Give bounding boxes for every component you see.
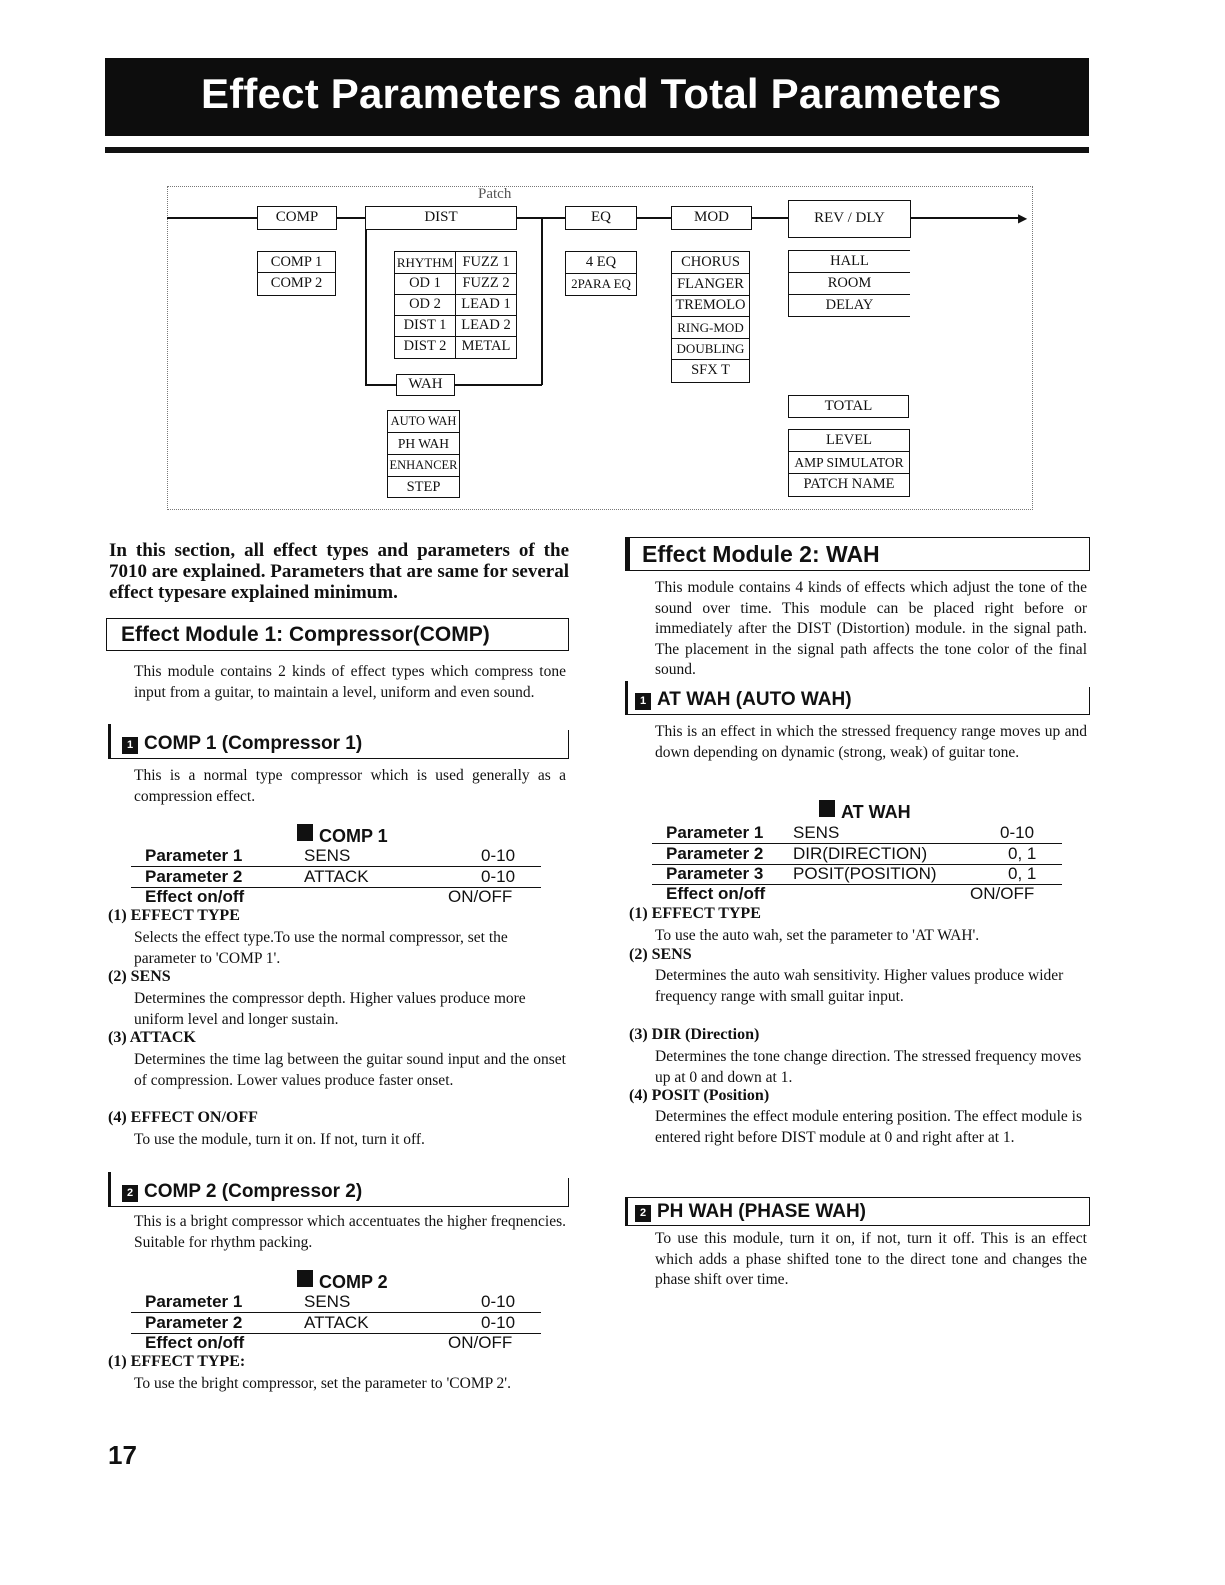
comp2-description: This is a bright compressor which accentuates the higher freqnencies. Suitable for rhythm packing. xyxy=(134,1213,566,1251)
item-heading: (1) EFFECT TYPE: xyxy=(108,1353,246,1370)
list-item: ENHANCER xyxy=(388,455,459,477)
item-heading: (1) EFFECT TYPE xyxy=(629,905,761,922)
module-wah: WAH xyxy=(396,374,455,396)
wah-loop-line xyxy=(365,384,396,386)
rev-list xyxy=(788,250,910,317)
item-heading: (4) POSIT (Position) xyxy=(629,1087,770,1104)
comp1-table-title: COMP 1 xyxy=(297,824,388,847)
list-item: RHYTHM xyxy=(395,252,455,274)
number-badge: 1 xyxy=(122,737,138,754)
list-item: FUZZ 2 xyxy=(456,273,516,295)
list-item: STEP xyxy=(406,479,441,495)
dist-list xyxy=(394,251,517,359)
eq-list xyxy=(565,251,637,296)
phwah-heading xyxy=(625,1197,1090,1226)
signal-line xyxy=(167,217,257,219)
list-item: DIST 1 xyxy=(395,315,455,337)
signal-line xyxy=(336,217,365,219)
item-body: To use the module, turn it on. If not, turn it off. xyxy=(134,1131,425,1148)
wah-list xyxy=(387,410,460,498)
patch-label: Patch xyxy=(478,186,512,202)
item-heading: (3) ATTACK xyxy=(108,1029,196,1046)
module-total: TOTAL xyxy=(788,395,909,418)
comp2-heading-text: COMP 2 (Compressor 2) xyxy=(144,1181,363,1202)
module1-description: This module contains 2 kinds of effect types which compress tone input from a guitar, to maintain a level, uniform and even sound. xyxy=(134,663,566,701)
list-item: LEVEL xyxy=(789,430,909,452)
atwah-description: This is an effect in which the stressed frequency range moves up and down depending on dynamic (strong, weak) of guitar tone. xyxy=(655,723,1087,761)
item-body: Determines the time lag between the guitar sound input and the onset of compression. Lower values produce faster onset. xyxy=(134,1051,566,1089)
module-dist: DIST xyxy=(365,206,517,230)
item-body: Selects the effect type.To use the normal compressor, set the parameter to 'COMP 1'. xyxy=(134,929,508,967)
module1-heading xyxy=(106,618,569,651)
param-row: Parameter 1 SENS 0-10 xyxy=(652,823,1062,844)
list-item: FLANGER xyxy=(672,274,749,296)
list-item: ROOM xyxy=(789,273,910,295)
list-item: AMP SIMULATOR xyxy=(789,452,909,474)
signal-line xyxy=(911,217,1023,219)
item-heading: (2) SENS xyxy=(629,946,692,963)
module-mod: MOD xyxy=(671,206,752,230)
param-row: Effect on/off ON/OFF xyxy=(145,1333,513,1352)
atwah-heading xyxy=(625,687,1090,715)
square-icon xyxy=(297,824,313,841)
comp1-heading-text: COMP 1 (Compressor 1) xyxy=(144,733,363,754)
param-row: Parameter 2 ATTACK 0-10 xyxy=(131,1313,541,1334)
list-item: 2PARA EQ xyxy=(571,276,631,291)
list-item: OD 2 xyxy=(395,294,455,316)
param-row: Effect on/off ON/OFF xyxy=(145,887,513,906)
mod-list xyxy=(671,251,750,383)
module2-description: This module contains 4 kinds of effects which adjust the tone of the sound over time. This module can be placed right before or immediately after the DIST (Distortion) module. in the signal path. The placement in the signal path affects the tone color of the final sound. xyxy=(655,579,1087,679)
list-item: HALL xyxy=(789,251,910,273)
comp1-heading xyxy=(108,730,569,759)
module-rev-dly: REV / DLY xyxy=(788,200,911,238)
intro-paragraph: In this section, all effect types and parameters of the 7010 are explained. Parameters that are same for several effect typesare explained minimum. xyxy=(109,540,569,603)
wah-loop-line xyxy=(541,217,543,385)
list-item: METAL xyxy=(461,338,511,354)
number-badge: 2 xyxy=(122,1185,138,1202)
phwah-heading-text: PH WAH (PHASE WAH) xyxy=(657,1201,866,1222)
param-row: Effect on/off ON/OFF xyxy=(666,884,1035,903)
list-item: PATCH NAME xyxy=(803,476,895,492)
module2-heading-text: Effect Module 2: WAH xyxy=(642,541,880,567)
item-heading: (4) EFFECT ON/OFF xyxy=(108,1109,258,1126)
item-body: To use the bright compressor, set the parameter to 'COMP 2'. xyxy=(134,1375,511,1392)
item-heading: (3) DIR (Direction) xyxy=(629,1026,760,1043)
number-badge: 2 xyxy=(635,1205,651,1222)
wah-loop-line xyxy=(365,217,367,385)
list-item: COMP 2 xyxy=(270,275,323,291)
atwah-table-title: AT WAH xyxy=(819,800,911,823)
item-heading: (1) EFFECT TYPE xyxy=(108,907,240,924)
page-title: Effect Parameters and Total Parameters xyxy=(201,70,1002,117)
param-row: Parameter 1 SENS 0-10 xyxy=(131,846,541,867)
page-title-banner xyxy=(105,58,1089,136)
list-item: OD 1 xyxy=(395,273,455,295)
comp-list xyxy=(257,251,336,296)
signal-line xyxy=(752,217,788,219)
module-comp: COMP xyxy=(257,206,337,230)
title-rule xyxy=(105,147,1089,153)
module2-heading xyxy=(625,537,1090,571)
total-list xyxy=(788,429,910,497)
wah-loop-line xyxy=(455,384,542,386)
param-row: Parameter 2 ATTACK 0-10 xyxy=(131,867,541,888)
list-item: DIST 2 xyxy=(403,338,447,354)
number-badge: 1 xyxy=(635,693,651,710)
list-item: LEAD 1 xyxy=(456,294,516,316)
arrow-right-icon: ▶ xyxy=(1018,211,1028,225)
param-row: Parameter 2 DIR(DIRECTION) 0, 1 xyxy=(652,844,1062,865)
item-heading: (2) SENS xyxy=(108,968,171,985)
list-item: SFX T xyxy=(691,361,730,378)
signal-line xyxy=(637,217,671,219)
item-body: To use the auto wah, set the parameter to 'AT WAH'. xyxy=(655,927,980,944)
list-item: RING-MOD xyxy=(672,317,749,339)
module1-heading-text: Effect Module 1: Compressor(COMP) xyxy=(121,623,490,646)
list-item: DOUBLING xyxy=(672,338,749,360)
item-body: Determines the tone change direction. The stressed frequency moves up at 0 and down at 1. xyxy=(655,1048,1082,1086)
item-body: Determines the auto wah sensitivity. Higher values produce wider frequency range with small guitar input. xyxy=(655,967,1064,1005)
list-item: 4 EQ xyxy=(566,252,636,274)
comp1-description: This is a normal type compressor which is used generally as a compression effect. xyxy=(134,767,566,805)
item-body: Determines the effect module entering position. The effect module is entered right before DIST module at 0 and right after at 1. xyxy=(655,1108,1082,1146)
comp2-heading xyxy=(108,1178,569,1207)
atwah-heading-text: AT WAH (AUTO WAH) xyxy=(657,689,852,710)
list-item: DELAY xyxy=(825,297,874,313)
module-eq: EQ xyxy=(565,206,637,230)
list-item: FUZZ 1 xyxy=(456,252,516,274)
square-icon xyxy=(297,1270,313,1287)
list-item: COMP 1 xyxy=(258,252,335,273)
item-body: Determines the compressor depth. Higher values produce more uniform level and longer sustain. xyxy=(134,990,526,1028)
square-icon xyxy=(819,800,835,817)
list-item: AUTO WAH xyxy=(388,411,459,433)
param-row: Parameter 3 POSIT(POSITION) 0, 1 xyxy=(652,864,1062,885)
list-item: TREMOLO xyxy=(672,295,749,317)
list-item: LEAD 2 xyxy=(456,315,516,337)
param-row: Parameter 1 SENS 0-10 xyxy=(131,1292,541,1313)
page-number: 17 xyxy=(108,1440,137,1470)
list-item: CHORUS xyxy=(672,252,749,274)
phwah-description: To use this module, turn it on, if not, turn it off. This is an effect which adds a phase shifted tone to the direct tone and changes the phase shift over time. xyxy=(655,1230,1087,1289)
list-item: PH WAH xyxy=(388,433,459,455)
comp2-table-title: COMP 2 xyxy=(297,1270,388,1293)
